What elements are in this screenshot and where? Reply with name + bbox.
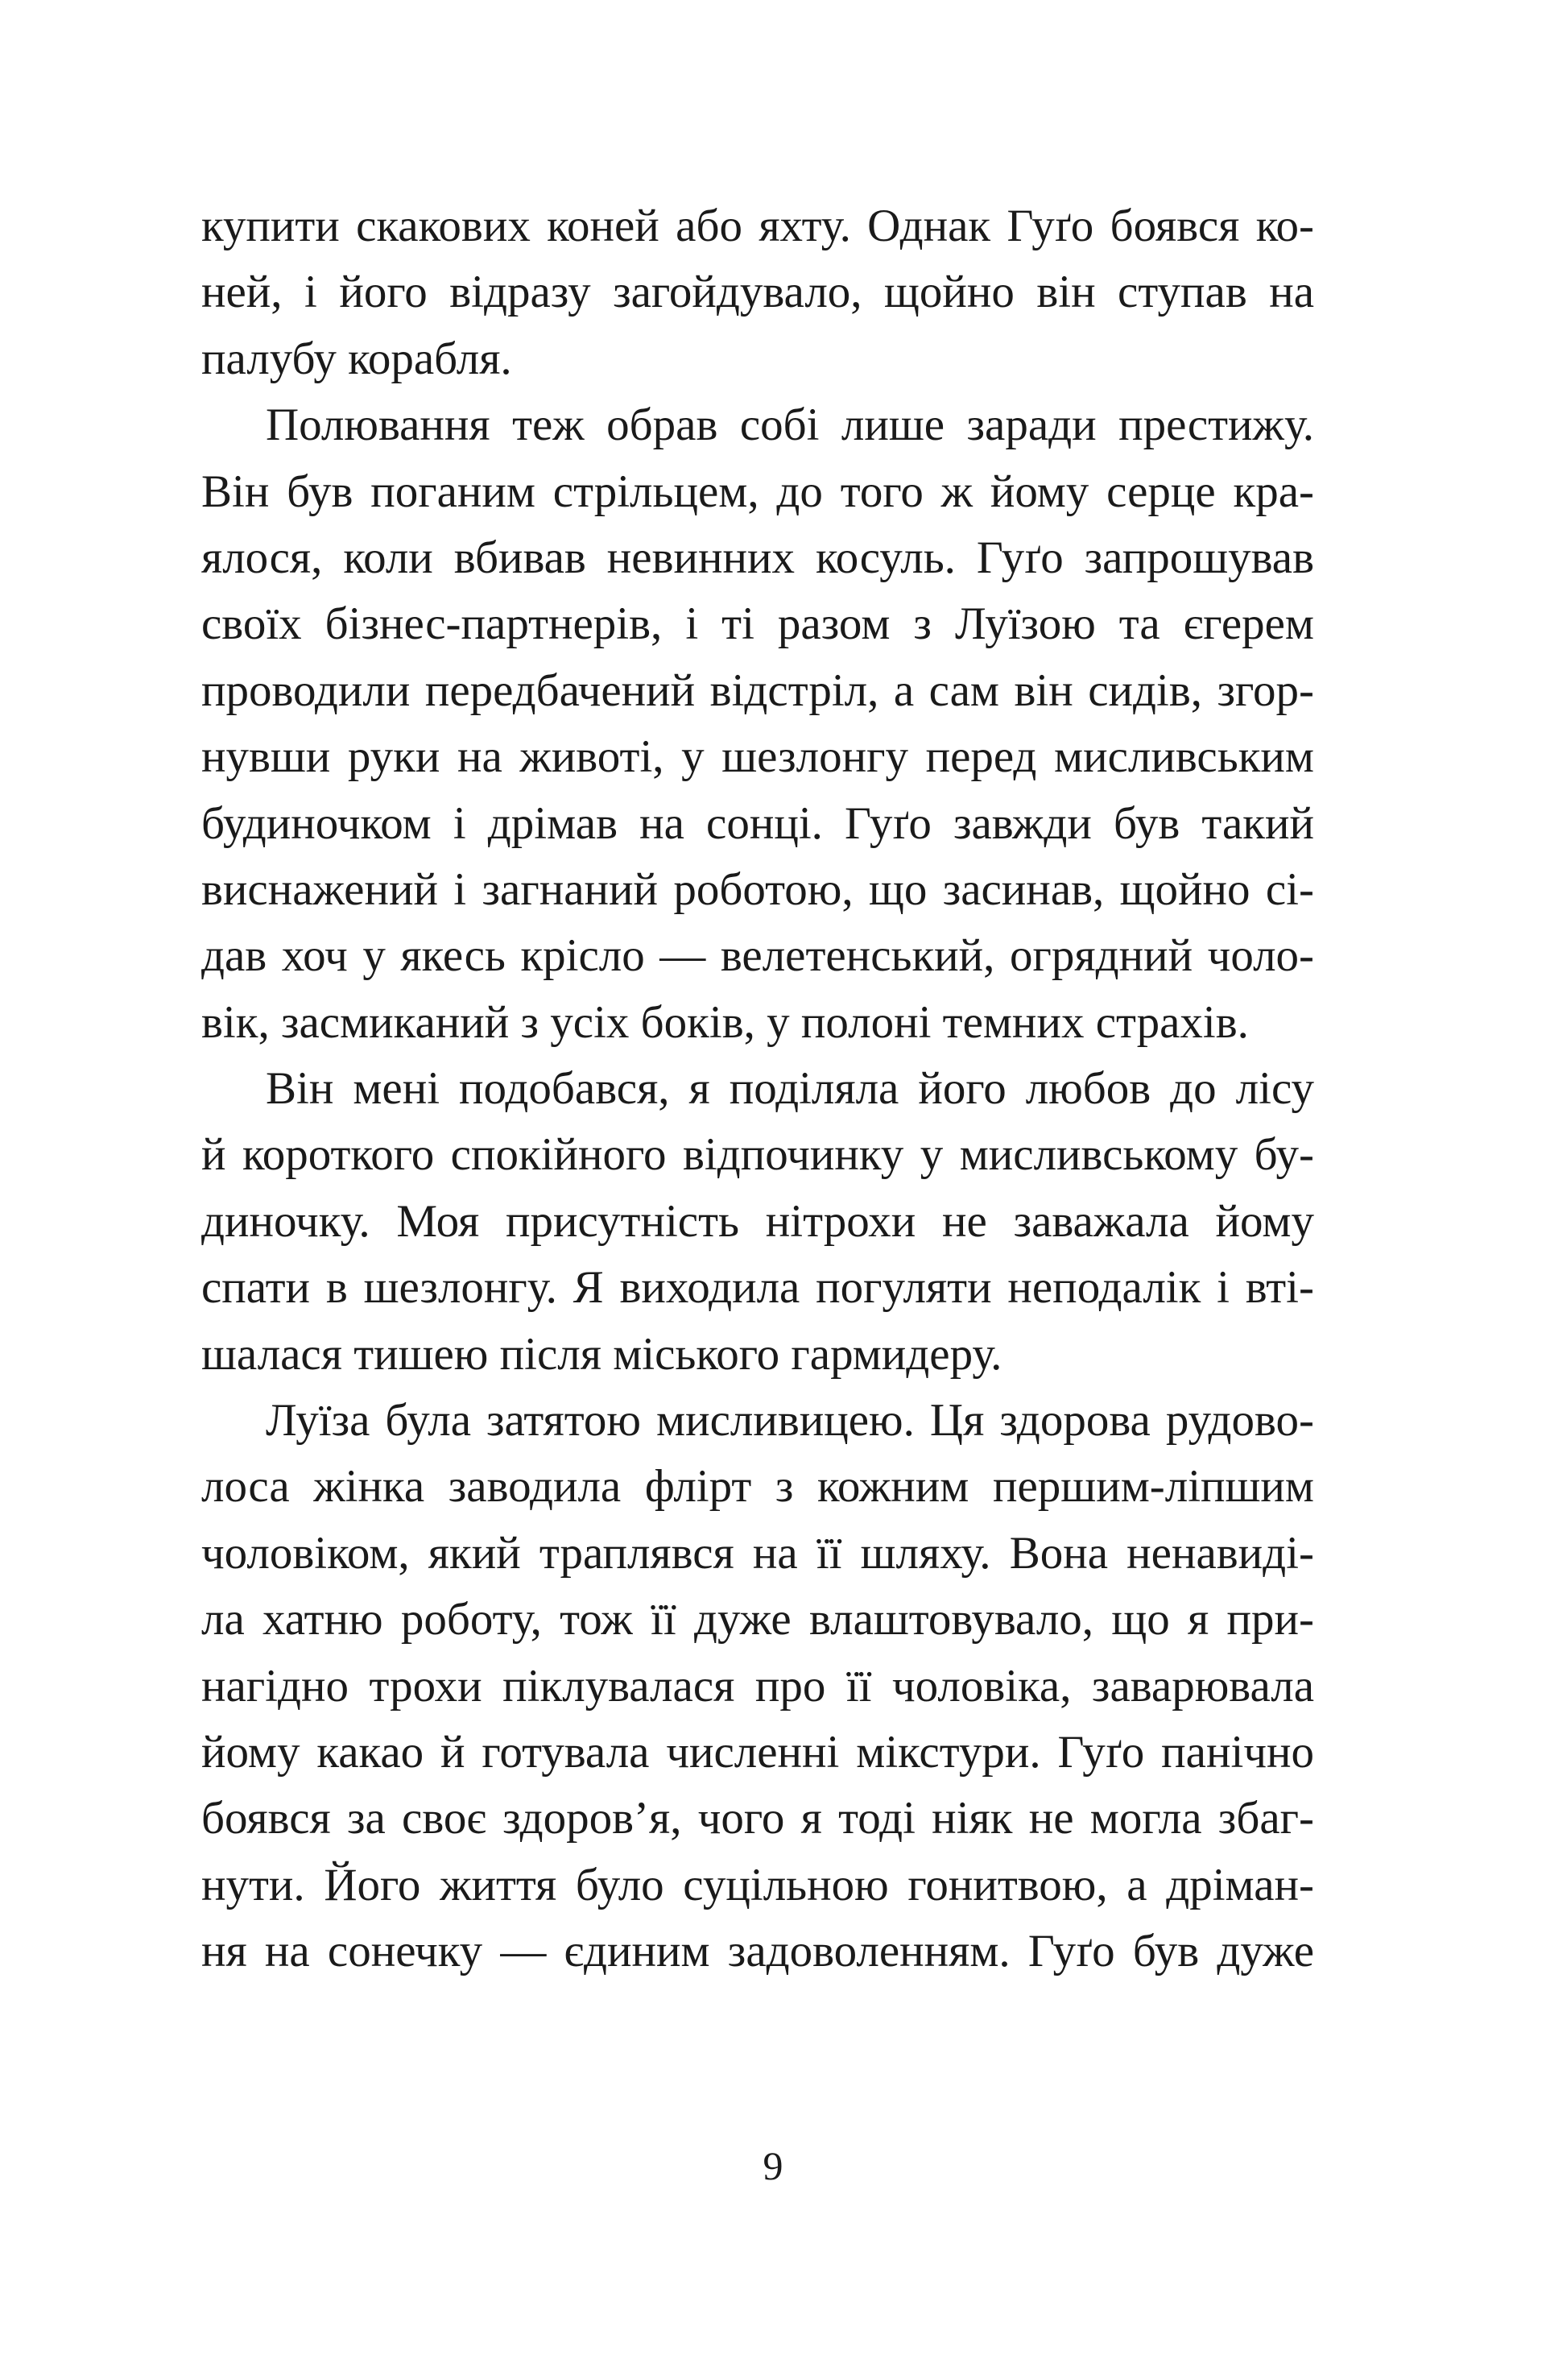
text-line: й короткого спокійного відпочинку у мисливському бу- bbox=[201, 1129, 1314, 1181]
text-line: ялося, коли вбивав невинних косуль. Гуґо запрошував bbox=[201, 532, 1314, 583]
text-line: чоловіком, який траплявся на її шляху. Вона ненавиді- bbox=[201, 1527, 1314, 1579]
text-line: нагідно трохи піклувалася про її чоловіка, заварювала bbox=[201, 1660, 1314, 1712]
text-line: боявся за своє здоров’я, чого я тоді ніяк не могла збаг- bbox=[201, 1793, 1314, 1844]
text-line: нувши руки на животі, у шезлонгу перед мисливським bbox=[201, 731, 1314, 783]
text-line: лоса жінка заводила флірт з кожним першим-ліпшим bbox=[201, 1461, 1314, 1513]
text-line: Він мені подобався, я поділяла його любов до лісу bbox=[266, 1063, 1314, 1115]
text-line: Він був поганим стрільцем, до того ж йому серце кра- bbox=[201, 466, 1314, 517]
text-line: шалася тишею після міського гармидеру. bbox=[201, 1328, 1002, 1380]
text-line: будиночком і дрімав на сонці. Гуґо завжди був такий bbox=[201, 797, 1314, 849]
text-line: виснажений і загнаний роботою, що засинав, щойно сі- bbox=[201, 863, 1314, 915]
text-line: йому какао й готувала численні мікстури. Гуґо панічно bbox=[201, 1726, 1314, 1778]
text-line: своїх бізнес-партнерів, і ті разом з Луїзою та єгерем bbox=[201, 598, 1314, 650]
text-line: ней, і його відразу загойдувало, щойно він ступав на bbox=[201, 267, 1314, 318]
text-line: Полювання теж обрав собі лише заради престижу. bbox=[266, 399, 1314, 451]
text-line: спати в шезлонгу. Я виходила погуляти неподалік і вті- bbox=[201, 1262, 1314, 1314]
text-line: дав хоч у якесь крісло — велетенський, огрядний чоло- bbox=[201, 930, 1314, 982]
text-line: купити скакових коней або яхту. Однак Гуґо боявся ко- bbox=[201, 201, 1314, 251]
text-line: Луїза була затятою мисливицею. Ця здорова рудово- bbox=[266, 1395, 1314, 1447]
body-text bbox=[201, 193, 1314, 1985]
text-line: проводили передбачений відстріл, а сам він сидів, згор- bbox=[201, 664, 1314, 716]
text-line: диночку. Моя присутність нітрохи не заважала йому bbox=[201, 1195, 1314, 1247]
text-line: палубу корабля. bbox=[201, 333, 512, 384]
text-line: вік, засмиканий з усіх боків, у полоні темних страхів. bbox=[201, 996, 1249, 1048]
text-line: нути. Його життя було суцільною гонитвою, а дріман- bbox=[201, 1859, 1314, 1910]
text-line: ла хатню роботу, тож її дуже влаштовувало, що я при- bbox=[201, 1594, 1314, 1645]
page-number: 9 bbox=[763, 2143, 783, 2188]
text-line: ня на сонечку — єдиним задоволенням. Гуґо був дуже bbox=[201, 1926, 1314, 1977]
